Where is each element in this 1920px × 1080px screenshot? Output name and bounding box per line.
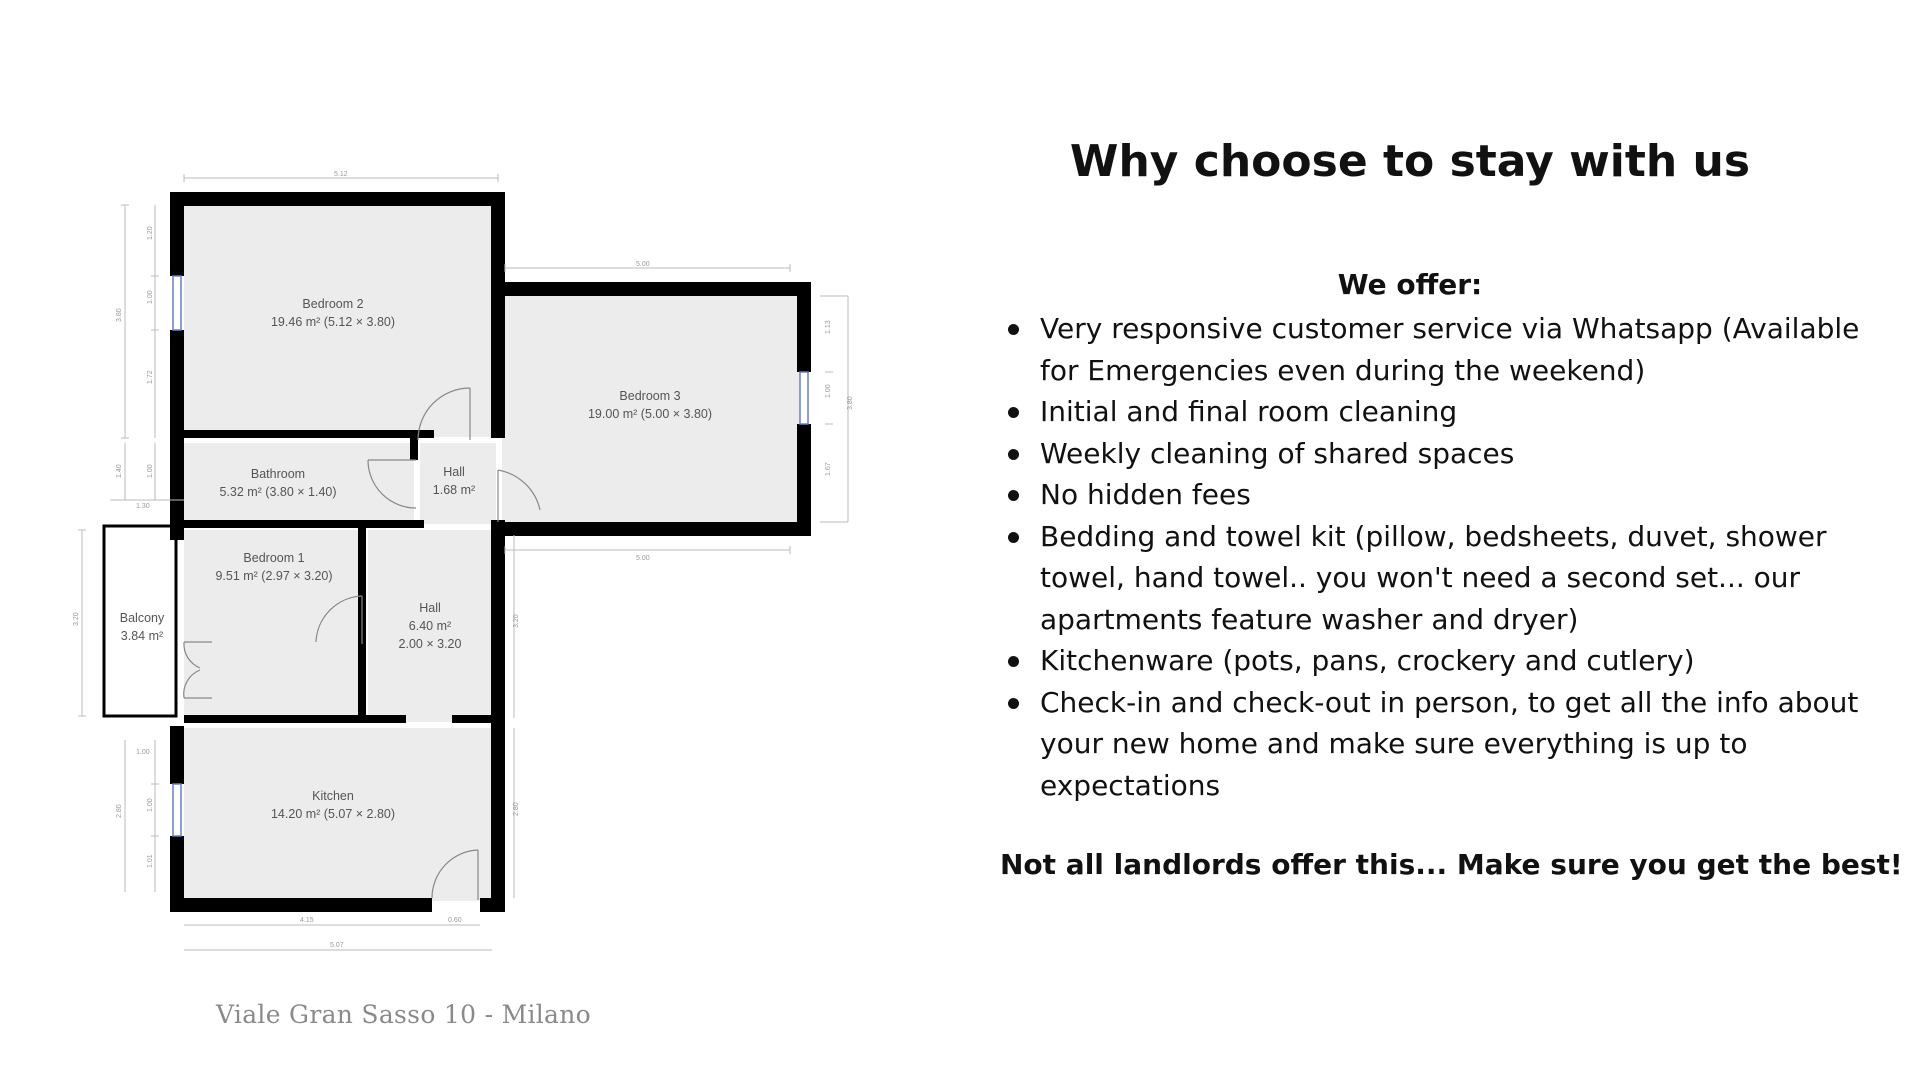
dim-right-b3-a: 1.13 [825,320,832,334]
wall-top [170,192,505,206]
room-label-bedroom-1: Bedroom 1 [243,551,305,565]
wall-left-upper [170,192,184,276]
wall-b2-bottom [184,430,434,438]
dim-right-kitchen: 2.80 [513,802,520,816]
wall-bath-right [410,430,418,460]
wall-center-upper [491,192,505,438]
offer-item [1008,682,1868,807]
offer-item [1008,640,1868,682]
dim-bedroom3-top: 5.00 [636,261,650,268]
offer-text: Initial and final room cleaning [1040,395,1458,428]
dim-bedroom3-bottom: 5.00 [636,555,650,562]
wall-bottom-left [170,898,432,912]
room-label-kitchen: Kitchen [312,789,354,803]
room-floors [104,205,806,901]
dim-left-bath-a: 1.40 [116,464,123,478]
dim-left-k-a: 1.00 [136,749,150,756]
bullet-icon [1008,490,1019,501]
room-label-bathroom: Bathroom [250,467,306,481]
dim-right-b3-c: 1.67 [825,462,832,476]
offer-text: Kitchenware (pots, pans, crockery and cutlery) [1040,644,1695,677]
room-area-balcony: 3.84 m² [120,629,164,643]
room-area-kitchen: 14.20 m² (5.07 × 2.80) [270,807,396,821]
dim-bottom-b: 0.60 [448,917,462,924]
dim-left-bath-c: 1.30 [136,503,150,510]
wall-b1-bottom-left [184,715,406,723]
dim-balcony: 3.20 [73,612,80,626]
dim-left-b2-c: 1.72 [147,370,154,384]
offer-item [1008,433,1868,475]
dim-left-b2-a: 1.20 [147,226,154,240]
room-area-bathroom: 5.32 m² (3.80 × 1.40) [219,485,337,499]
bullet-icon [1008,698,1019,709]
offer-list [1008,308,1868,806]
room-size-hall-large: 2.00 × 3.20 [398,637,462,651]
balcony-floor [104,530,178,722]
window-bedroom-3 [800,372,808,424]
room-label-hall-large: Hall [419,601,441,615]
room-area-hall-large: 6.40 m² [408,619,452,633]
closing-statement: Not all landlords offer this... Make sure you get the best! [1000,848,1903,881]
wall-b3-top [491,282,811,296]
bathroom-floor [184,443,414,524]
offer-text: Weekly cleaning of shared spaces [1040,436,1515,470]
bullet-icon [1008,532,1019,543]
dim-left-b2-b: 1.00 [147,290,154,304]
wall-b3-right-lower [797,424,811,536]
offer-heading: We offer: [1337,268,1483,301]
offer-text: No hidden fees [1040,478,1251,511]
dim-bottom-total: 5.07 [330,942,344,949]
dim-left-k-b: 1.00 [147,798,154,812]
room-label-balcony: Balcony [119,611,165,625]
bullet-icon [1008,656,1019,667]
dim-right-b3-b: 1.00 [825,384,832,398]
room-area-bedroom-1: 9.51 m² (2.97 × 3.20) [215,569,333,583]
offer-item [1008,308,1868,391]
offer-text: Check-in and check-out in person, to get all the info about your new home and make sure everything is up to expectations [1040,685,1859,802]
wall-left-lower [170,726,184,784]
room-label-hall-small: Hall [443,465,465,479]
offer-item [1008,391,1868,433]
dim-left-k-total: 2.80 [116,804,123,818]
offer-text: Bedding and towel kit (pillow, bedsheets, duvet, shower towel, hand towel.. you won't need a second set... our apartments feature washer and dryer) [1040,519,1827,636]
page-title: Why choose to stay with us [1069,136,1751,187]
bullet-icon [1008,407,1019,418]
wall-b1-bottom-right [452,715,497,723]
offer-text: Very responsive customer service via Whatsapp (Available for Emergencies even during the weekend) [1040,312,1860,387]
room-area-hall-small: 1.68 m² [432,483,476,497]
wall-left-mid [170,330,184,540]
dim-right-hall: 3.20 [513,614,520,628]
dim-left-bath-b: 1.00 [147,464,154,478]
property-address: Viale Gran Sasso 10 - Milano [216,1000,592,1029]
offer-item [1008,474,1868,516]
bullet-icon [1008,449,1019,460]
bullet-icon [1008,324,1019,335]
room-label-bedroom-2: Bedroom 2 [302,297,364,311]
wall-bath-bottom [184,520,424,528]
window-bedroom-2 [173,276,181,330]
window-kitchen [173,784,181,836]
floor-plan-diagram [0,0,1000,1000]
dim-top: 5.12 [334,171,348,178]
room-label-bedroom-3: Bedroom 3 [619,389,681,403]
dim-bottom-a: 4.15 [300,917,314,924]
room-area-bedroom-2: 19.46 m² (5.12 × 3.80) [270,315,396,329]
offer-item [1008,516,1868,641]
dim-left-k-c: 1.01 [147,854,154,868]
dim-right-b3-total: 3.80 [847,396,854,410]
room-area-bedroom-3: 19.00 m² (5.00 × 3.80) [587,407,713,421]
dim-left-b2-total: 3.80 [116,308,123,322]
wall-b3-right-upper [797,282,811,372]
wall-b3-bottom [491,522,811,536]
